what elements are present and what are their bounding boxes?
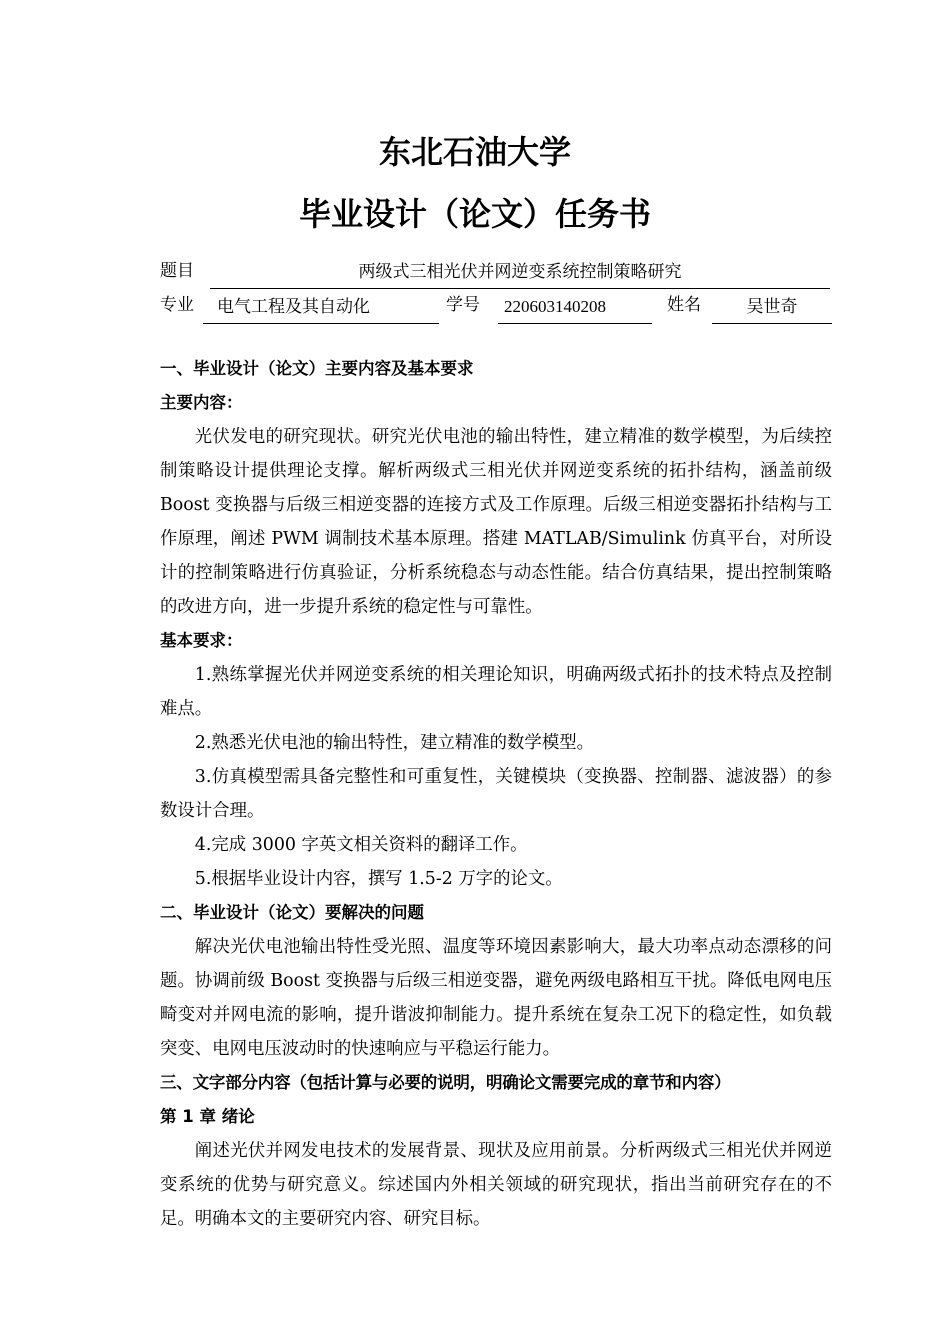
requirement-item: 2.熟悉光伏电池的输出特性，建立精准的数学模型。 (194, 733, 594, 753)
student-id-value: 220603140208 (498, 294, 652, 324)
section-2-text: 解决光伏电池输出特性受光照、温度等环境因素影响大，最大功率点动态漂移的问题。协调前级 Boost 变换器与后级三相逆变器，避免两级电路相互干扰。降低电网电压畸变对并网电流的影响，提升谐波抑制能力。提升系统在复杂工况下的稳定性，如负载突变、电网电压波动时的快速响应与平稳运行能力。 (160, 937, 832, 1059)
chapter-1-heading: 第 1 章 绪论 (160, 1107, 255, 1126)
requirement-item: 4.完成 3000 字英文相关资料的翻译工作。 (194, 835, 528, 855)
basic-requirements-label: 基本要求： (160, 631, 243, 650)
chapter-1-text: 阐述光伏并网发电技术的发展背景、现状及应用前景。分析两级式三相光伏并网逆变系统的优势与研究意义。综述国内外相关领域的研究现状，指出当前研究存在的不足。明确本文的主要研究内容、研究目标。 (160, 1141, 832, 1229)
student-id-label: 学号 (446, 295, 480, 315)
topic-label: 题目 (160, 261, 194, 281)
name-label: 姓名 (667, 295, 701, 315)
major-value: 电气工程及其自动化 (203, 294, 439, 324)
section-3-heading: 三、文字部分内容（包括计算与必要的说明，明确论文需要完成的章节和内容） (160, 1073, 731, 1092)
section-2-heading: 二、毕业设计（论文）要解决的问题 (160, 903, 424, 922)
topic-value: 两级式三相光伏并网逆变系统控制策略研究 (210, 259, 830, 289)
major-label: 专业 (160, 295, 194, 315)
requirement-item: 5.根据毕业设计内容，撰写 1.5-2 万字的论文。 (194, 869, 563, 889)
document-title: 毕业设计（论文）任务书 (298, 195, 651, 233)
section-1-heading: 一、毕业设计（论文）主要内容及基本要求 (160, 359, 474, 378)
university-title: 东北石油大学 (378, 133, 571, 171)
task-content (160, 352, 832, 1236)
name-value: 吴世奇 (712, 294, 832, 324)
requirement-item: 3.仿真模型需具备完整性和可重复性，关键模块（变换器、控制器、滤波器）的参数设计合理。 (160, 767, 832, 821)
requirement-item: 1.熟练掌握光伏并网逆变系统的相关理论知识，明确两级式拓扑的技术特点及控制难点。 (160, 665, 832, 719)
main-content-text: 光伏发电的研究现状。研究光伏电池的输出特性，建立精准的数学模型，为后续控制策略设计提供理论支撑。解析两级式三相光伏并网逆变系统的拓扑结构，涵盖前级 Boost 变换器与后级三相逆变器的连接方式及工作原理。后级三相逆变器拓扑结构与工作原理，阐述 PWM 调制技术基本原理。搭建 MATLAB/Simulink 仿真平台，对所设计的控制策略进行仿真验证，分析系统稳态与动态性能。结合仿真结果，提出控制策略的改进方向，进一步提升系统的稳定性与可靠性。 (160, 427, 832, 617)
main-content-label: 主要内容： (160, 393, 243, 412)
